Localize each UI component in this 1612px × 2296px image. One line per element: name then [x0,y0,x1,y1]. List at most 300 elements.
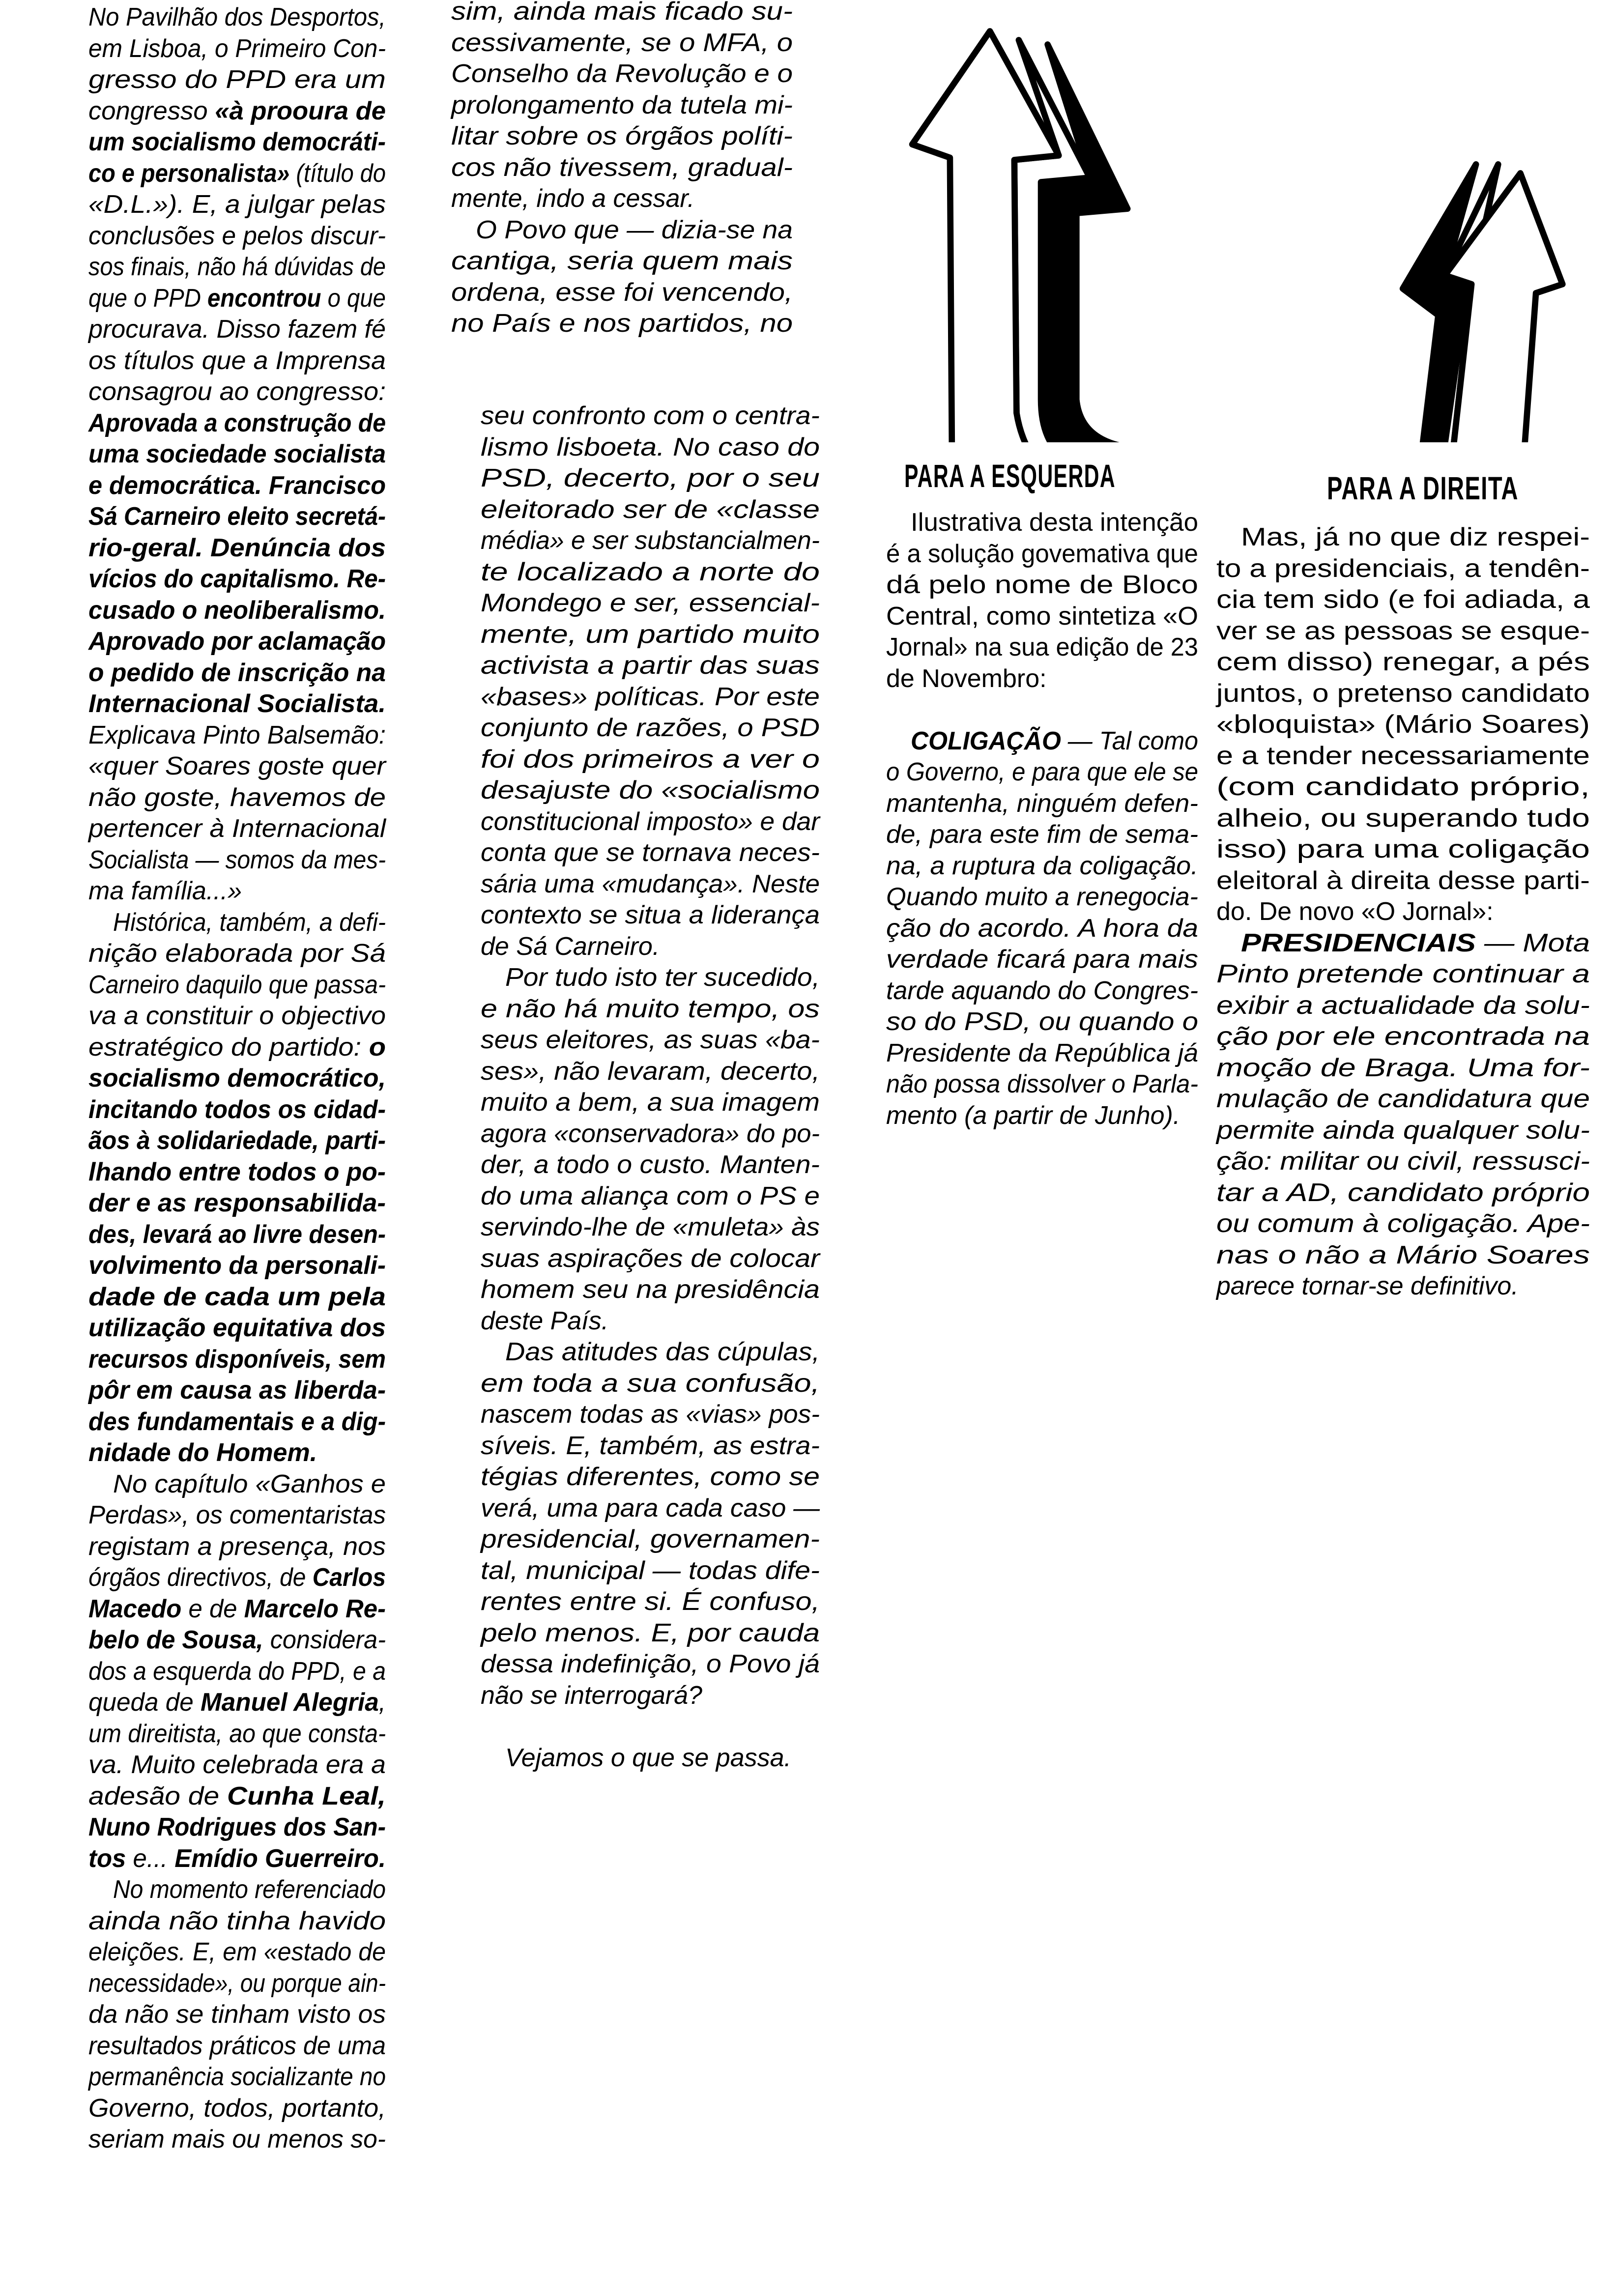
line-text [88,1125,386,1157]
text-line [88,1750,386,1781]
text-line [481,900,820,931]
line-text [88,2062,386,2093]
bold-text-run: pôr em causa as liberda- [88,1376,386,1405]
text-run: so do PSD, ou quando o [886,1007,1198,1036]
text-line [481,1025,820,1056]
line-text [88,970,386,1001]
line-text [88,1282,386,1313]
text-run: o Governo, e para que ele se [886,758,1198,786]
line-text [1216,584,1590,616]
line-text [886,601,1198,632]
text-line [886,944,1198,976]
line-text [1216,1240,1590,1271]
text-line [481,432,820,463]
text-line [88,689,386,720]
line-text [451,277,793,309]
text-line [88,1282,386,1313]
text-line [88,2,386,33]
text-line [88,1500,386,1531]
line-text [481,869,820,900]
text-run: Histórica, também, a defi- [113,908,386,937]
line-text [88,1937,386,1968]
line-text [481,588,820,619]
line-text [88,314,386,345]
line-text [451,58,793,90]
text-run: ou comum à coligação. Ape- [1216,1209,1590,1238]
line-text [88,439,386,470]
text-line [88,845,386,876]
line-text [88,1219,386,1251]
text-line [88,1906,386,1937]
text-line [1216,647,1590,678]
line-text [88,1063,386,1094]
text-line [481,401,820,432]
line-text [113,1469,386,1500]
text-line [1216,1053,1590,1084]
text-run: exibir a actualidade da solu- [1216,991,1590,1020]
text-run: cem disso) renegar, a pés [1216,648,1590,676]
text-line [481,1555,820,1587]
line-text [481,619,820,651]
line-text [451,28,793,59]
text-line [88,1812,386,1843]
text-line [88,720,386,751]
text-line [886,1100,1198,1132]
line-text [1241,522,1590,553]
text-line [88,221,386,252]
text-line [481,869,820,900]
text-line [88,658,386,689]
text-run: dá pelo nome de Bloco [886,571,1198,599]
text-line [1216,1084,1590,1115]
bold-text-run: des, levará ao livre desen- [88,1220,386,1249]
text-line [88,470,386,502]
line-text [88,2031,386,2062]
text-line [88,127,386,158]
text-line [886,632,1198,663]
line-text [1216,1177,1590,1209]
text-run: ordena, esse foi vencendo, [451,278,793,307]
text-run: — Tal como [1061,726,1198,755]
line-text [481,1555,820,1587]
text-run: mento (a partir de Junho). [886,1101,1180,1130]
text-run: permanência socializante no [88,2063,386,2091]
text-run: ses», não levaram, decerto, [481,1057,820,1086]
text-run: permite ainda qualquer solu- [1216,1116,1590,1145]
text-line [88,1656,386,1688]
text-run: cantiga, seria quem mais [451,247,793,275]
line-text [481,931,660,963]
text-run: Ilustrativa desta intenção [911,508,1198,537]
text-line [88,1094,386,1126]
line-text [88,501,386,533]
line-text [88,96,386,127]
line-text [481,1586,820,1618]
text-line [88,1937,386,1968]
text-line [88,314,386,345]
line-text [88,751,386,782]
line-text [88,1188,386,1219]
text-line [1216,1271,1590,1302]
line-text [886,570,1198,601]
text-run: conclusões e pelos discur- [88,221,386,250]
text-run: «quer Soares goste quer [88,752,386,780]
line-text [481,1119,820,1150]
text-line [481,1149,820,1181]
text-run: eleitorado ser de «classe [481,495,820,524]
bold-text-run: utilização equitativa dos [88,1314,386,1342]
text-run: activista a partir das suas [481,651,820,680]
text-line [88,1594,386,1625]
bold-text-run: Carlos [312,1563,386,1592]
text-line [88,1188,386,1219]
text-line [481,557,820,588]
text-line [481,1743,820,1774]
text-run: dessa indefinição, o Povo já [481,1650,820,1678]
text-run: estratégico do partido: [88,1033,369,1062]
line-text [505,1743,791,1774]
line-text [481,1618,820,1649]
text-run: PSD, decerto, por o seu [481,464,820,492]
line-text [88,938,386,970]
text-line [88,1469,386,1500]
text-line [88,564,386,595]
bold-text-run: uma sociedade socialista [88,440,386,468]
bold-text-run: COLIGAÇÃO [911,726,1061,755]
text-line [88,938,386,970]
text-line [451,0,793,28]
text-line [481,525,820,557]
text-line [1216,1115,1590,1147]
text-line [481,650,820,682]
text-run: Governo, todos, portanto, [88,2094,386,2123]
arrows-illustration [894,0,1583,442]
text-line [451,58,793,90]
text-run: não se interrogará? [481,1681,702,1710]
line-text [88,564,386,595]
text-line [1216,678,1590,710]
bold-text-run: vícios do capitalismo. Re- [88,565,386,593]
line-text [886,1006,1198,1038]
line-text [1216,678,1590,710]
bold-text-run: Manuel Alegria [201,1688,379,1717]
text-line [451,90,793,121]
text-run: consagrou ao congresso: [88,377,386,406]
text-run: registam a presença, nos [88,1532,386,1561]
text-line [88,1874,386,1906]
text-run: seu confronto com o centra- [481,402,820,430]
text-line [88,533,386,564]
text-line [88,1250,386,1282]
text-run: Vejamos o que se passa. [505,1743,791,1772]
bold-text-run: Aprovada a construção de [88,408,386,437]
text-run: verdade ficará para mais [886,945,1198,974]
line-text [88,658,386,689]
text-line [481,1368,820,1400]
text-run: eleitoral à direita desse parti- [1216,866,1590,895]
bold-text-run: PRESIDENCIAIS [1241,928,1476,957]
text-line [481,1243,820,1275]
text-run: Mondego e ser, essencial- [481,589,820,617]
text-run: considera- [263,1626,386,1654]
line-text [88,1250,386,1282]
line-text [88,283,386,315]
text-line [1216,616,1590,647]
line-text [88,408,386,439]
text-line [451,28,793,59]
text-line [481,1711,820,1743]
line-text [88,33,386,65]
line-text [451,121,793,152]
text-run: ainda não tinha havido [88,1906,386,1935]
text-line [481,588,820,619]
line-text [911,726,1198,757]
text-run: juntos, o pretenso candidato [1216,679,1590,708]
text-line [1216,1021,1590,1053]
text-run: e de [181,1594,244,1623]
text-line [451,121,793,152]
bold-text-run: belo de Sousa, [88,1626,263,1654]
line-text [88,1313,386,1344]
text-run: contexto se situa a liderança [481,901,820,929]
line-text [481,1462,820,1493]
bold-text-run: socialismo democrático, [88,1064,386,1092]
text-line [88,252,386,283]
text-line [886,539,1198,570]
line-text [88,1094,386,1126]
line-text [451,246,793,277]
line-text [1216,896,1494,928]
line-text [481,463,820,494]
text-line [88,189,386,221]
text-line [481,619,820,651]
line-text [1216,709,1590,741]
text-line [886,570,1198,601]
line-text [481,713,820,744]
line-text [481,525,820,557]
line-text [88,1562,386,1594]
line-text [886,1069,1198,1100]
text-line [481,994,820,1025]
line-text [88,221,386,252]
line-text [88,470,386,502]
text-line [88,408,386,439]
column-2-text [481,401,820,1774]
text-line [481,962,820,994]
text-line [88,876,386,907]
line-text [88,2124,386,2155]
text-run: — Mota [1475,928,1590,957]
text-line [88,2093,386,2124]
line-text [886,976,1198,1007]
text-run: agora «conservadora» do po- [481,1119,820,1148]
text-line [88,1219,386,1251]
line-text [481,1431,820,1462]
line-text [88,376,386,408]
line-text [481,1306,608,1337]
text-run: alheio, ou superando tudo [1216,804,1590,832]
text-line [88,1781,386,1812]
line-text [1216,1208,1590,1240]
line-text [88,1719,386,1750]
line-text [88,845,386,876]
text-line [88,64,386,96]
text-line [1216,1146,1590,1177]
text-line [481,713,820,744]
line-text [88,1157,386,1188]
text-run: nascem todas as «vias» pos- [481,1400,820,1429]
line-text [88,1500,386,1531]
text-run: (com candidato próprio, [1216,773,1590,801]
text-line [886,976,1198,1007]
text-line [886,882,1198,913]
line-text [1216,741,1590,772]
text-run: pelo menos. E, por cauda [481,1618,820,1647]
line-text [88,1999,386,2031]
bold-text-run: rio-geral. Denúncia dos [88,533,386,562]
line-text [886,819,1198,851]
line-text [1216,1271,1519,1302]
text-line [481,463,820,494]
line-text [1216,959,1590,990]
text-line [88,907,386,939]
text-run: va a constituir o objectivo [88,1002,386,1030]
text-line [481,1586,820,1618]
text-run: Pinto pretende continuar a [1216,960,1590,988]
text-line [88,595,386,627]
text-line [88,1063,386,1094]
column-1-text [88,2,386,2155]
line-text [481,1368,820,1400]
text-run: Presidente da República já [886,1038,1198,1067]
bold-text-run: ãos à solidariedade, parti- [88,1126,386,1155]
line-text [451,308,793,340]
bold-text-run: lhando entre todos o po- [88,1157,386,1186]
text-run: queda de [88,1688,201,1717]
text-line [886,507,1198,539]
text-line [481,1056,820,1088]
text-run: adesão de [88,1781,228,1810]
text-run: desajuste do «socialismo [481,776,820,804]
line-text [451,90,793,121]
text-line [88,1344,386,1376]
line-text [88,1968,386,2000]
text-line [88,439,386,470]
line-text [481,1056,820,1088]
arrow-up-left-icon [912,31,1139,442]
line-text [1216,616,1590,647]
text-line [481,1618,820,1649]
text-line [1216,959,1590,990]
text-run: e... [126,1844,175,1873]
text-run: lismo lisboeta. No caso do [481,432,820,461]
heading-para-a-direita: PARA A DIREITA [1327,470,1519,506]
line-text [886,944,1198,976]
text-run: do uma aliança com o PS e [481,1181,820,1210]
text-run: em Lisboa, o Primeiro Con- [88,34,386,63]
text-run: verá, uma para cada caso — [481,1493,820,1522]
text-line [886,819,1198,851]
line-text [88,1687,386,1719]
line-text [1216,803,1590,834]
line-text [451,152,793,184]
text-run: cessivamente, se o MFA, o [451,28,793,57]
text-line [88,283,386,315]
text-line [88,2031,386,2062]
line-text [88,1906,386,1937]
text-line [886,601,1198,632]
line-text [88,1406,386,1438]
text-line [88,626,386,658]
line-text [481,401,820,432]
line-text [88,2,386,33]
text-line [886,757,1198,788]
text-line [886,788,1198,820]
text-line [451,246,793,277]
bold-text-run: cusado o neoliberalismo. [88,596,386,625]
text-line [88,1562,386,1594]
text-line [451,152,793,184]
line-text [481,1274,820,1306]
text-run: é a solução govemativa que [886,539,1198,568]
line-text [886,539,1198,570]
line-text [88,876,242,907]
bold-text-run: dade de cada um pela [88,1282,386,1311]
text-line [886,851,1198,882]
text-run: eleições. E, em «estado de [88,1938,386,1966]
text-run: sária uma «mudança». Neste [481,869,820,898]
line-text [113,907,386,939]
line-text [481,1493,820,1524]
text-line [88,1032,386,1063]
text-run: nição elaborada por Sá [88,939,386,968]
text-run: Socialista — somos da mes- [88,845,386,874]
line-text [88,595,386,627]
text-run: No momento referenciado [113,1875,386,1904]
text-run: to a presidenciais, a tendên- [1216,554,1590,583]
text-line [481,1274,820,1306]
text-run: não possa dissolver o Parla- [886,1070,1198,1098]
bold-text-run: der e as responsabilida- [88,1189,386,1217]
line-text [505,1337,820,1368]
line-text [481,1399,820,1431]
line-text [1216,990,1590,1022]
text-line [88,2124,386,2155]
text-run: os títulos que a Imprensa [88,346,386,375]
line-text [88,813,386,845]
text-line [88,1531,386,1563]
text-run: muito a bem, a sua imagem [481,1088,820,1117]
text-line [481,1493,820,1524]
text-run: ver se as pessoas se esque- [1216,616,1590,645]
text-line [88,813,386,845]
text-run: te localizado a norte do [481,557,820,586]
text-run: Carneiro daquilo que passa- [88,970,386,999]
text-run: Das atitudes das cúpulas, [505,1338,820,1366]
bold-text-run: «à prooura de [215,96,386,125]
text-run: não goste, havemos de [88,783,386,812]
text-line [1216,522,1590,553]
text-run: congresso [88,96,215,125]
line-text [886,882,1198,913]
text-run: rentes entre si. É confuso, [481,1587,820,1616]
line-text [1216,772,1590,803]
text-line [1216,1208,1590,1240]
bold-text-run: Sá Carneiro eleito secretá- [88,502,386,531]
text-line [481,837,820,869]
bold-text-run: Marcelo Re- [244,1594,386,1623]
text-line [481,1212,820,1243]
